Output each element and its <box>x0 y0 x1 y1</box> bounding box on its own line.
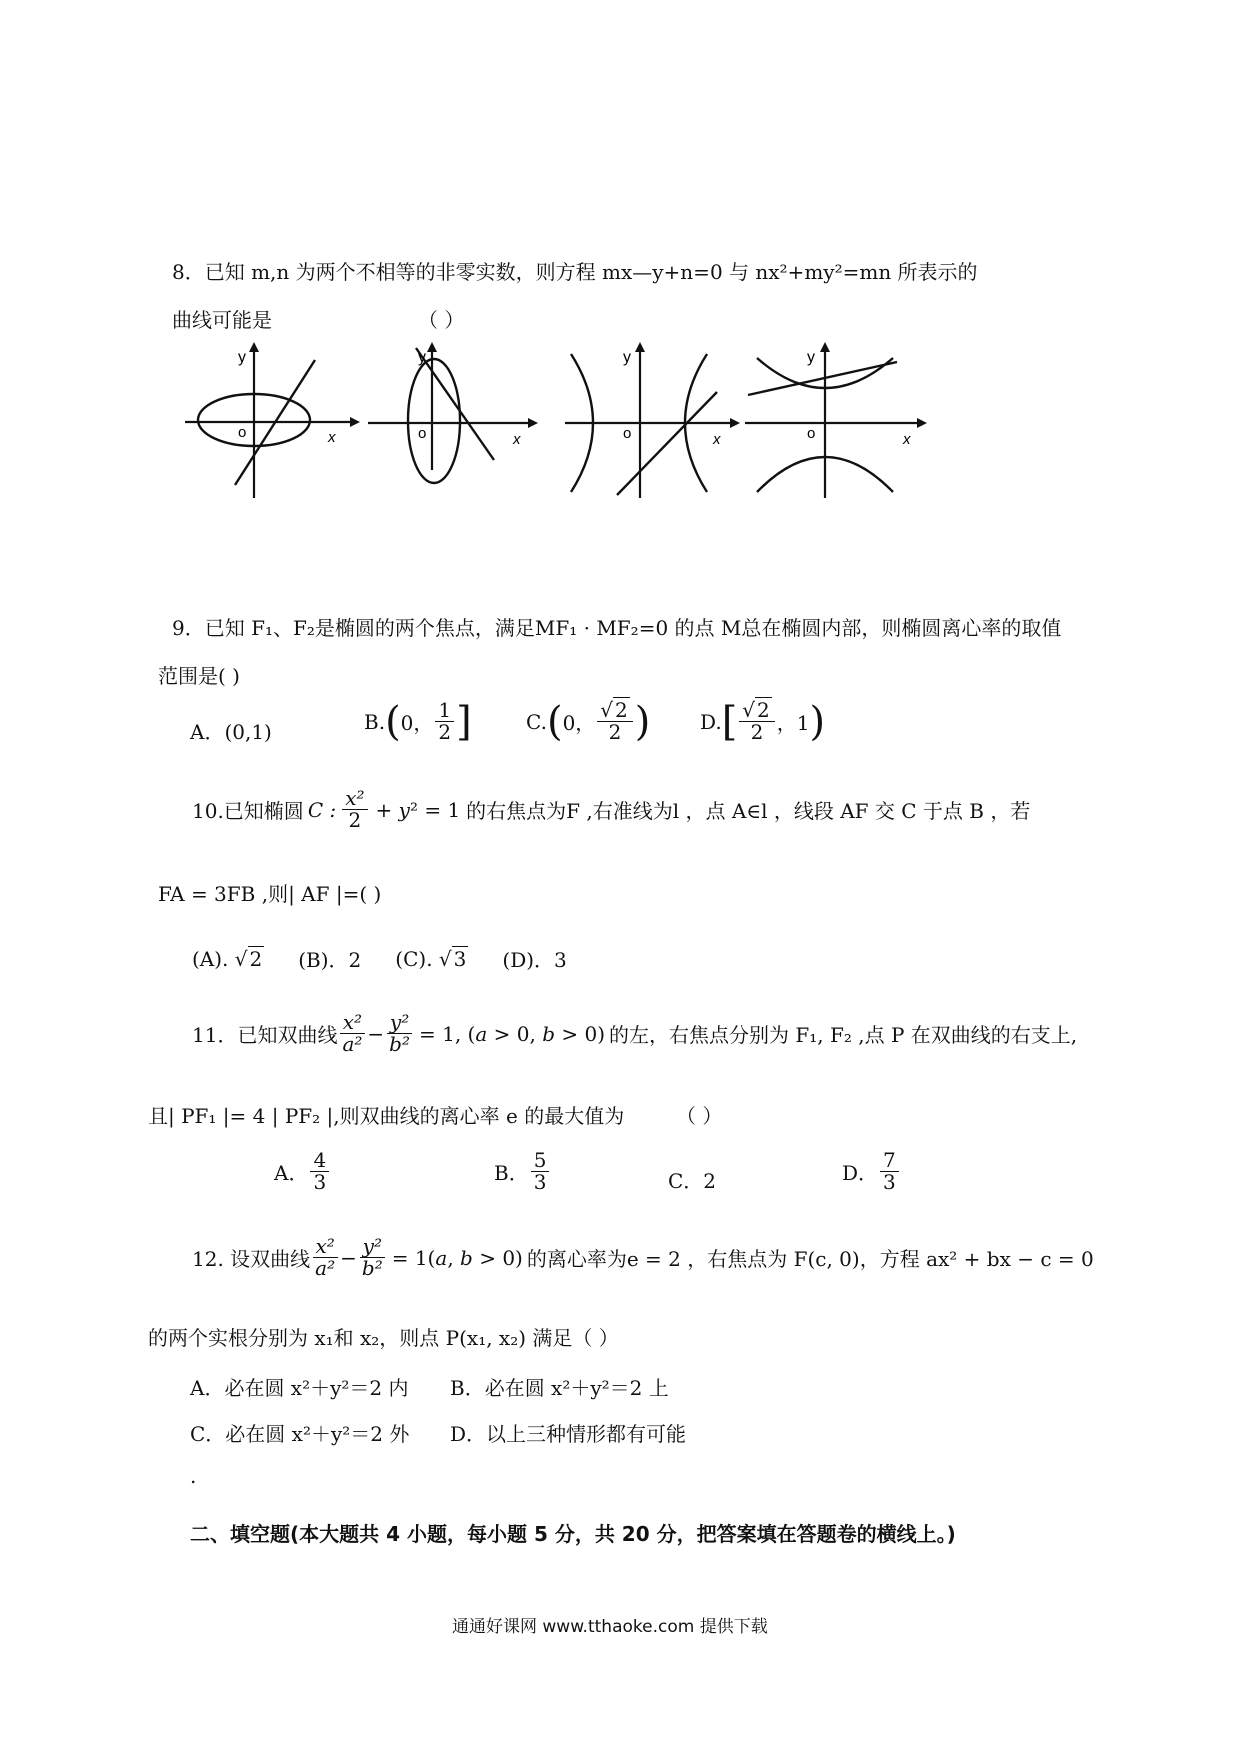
q8-text-line1: 8．已知 m,n 为两个不相等的非零实数，则方程 mx—y+n=0 与 nx²+my²=mn 所表示的 <box>172 260 978 284</box>
q10-option-b: (B)．2 <box>298 948 362 972</box>
q9-option-b: B. ( 0， $\frac{1}{2}$ ] <box>364 698 472 745</box>
q10-option-c: (C). √ 3 <box>395 946 467 971</box>
q10-line1-pre: 10.已知椭圆 <box>192 799 304 823</box>
q8-figure-a <box>180 340 365 500</box>
q8-fig-c-x-label: x <box>713 431 721 448</box>
q9-option-d-label: D. <box>700 709 722 734</box>
q12-line1-pre: 12. 设双曲线 <box>192 1247 311 1271</box>
q11-option-a: A． $\frac{4}{3}$ <box>274 1150 331 1193</box>
q12-option-b: B．必在圆 x²＋y²＝2 上 <box>450 1376 669 1400</box>
q11-line1: 11．已知双曲线 $\frac{\text{x²}}{\text{a²}}$ − $\frac{\text{y²}}{\text{b²}}$ = 1, (a > 0, b > 0) 的左，右焦点分别为 F₁, F₂ ,点 P 在双曲线的右支上, <box>192 1010 1078 1056</box>
q8-figure-c <box>565 340 750 500</box>
q10-line1-post: 的右焦点为F ,右准线为l ，点 A∈l ，线段 AF 交 C 于点 B ，若 <box>466 799 1031 823</box>
q8-fig-c-y-label: y <box>623 349 631 366</box>
q12-option-d: D．以上三种情形都有可能 <box>450 1422 687 1446</box>
q9-text-line2: 范围是( ) <box>158 664 240 688</box>
q9-option-c: C. ( 0， $\frac{√ 2}{2}$ ) <box>526 698 651 745</box>
q10-option-d: (D)．3 <box>502 948 567 972</box>
q9-option-b-label: B. <box>364 709 386 734</box>
q8-answer-paren: （ ） <box>418 308 465 332</box>
q8-fig-c-origin-label: o <box>623 425 632 442</box>
q9-option-a: A．(0,1) <box>190 720 272 744</box>
q11-text-line2: 且| PF₁ |= 4 | PF₂ |,则双曲线的离心率 e 的最大值为 <box>148 1104 625 1128</box>
q11-line1-post: 的左，右焦点分别为 F₁, F₂ ,点 P 在双曲线的右支上, <box>609 1023 1078 1047</box>
q9-option-c-label: C. <box>526 709 547 734</box>
q10-line1: 10.已知椭圆 C : $\frac{\text{x²}}{2}$ + y² = 1 的右焦点为F ,右准线为l ，点 A∈l ，线段 AF 交 C 于点 B ，若 <box>192 786 1031 832</box>
q8-fig-a-origin-label: o <box>238 424 247 441</box>
section-2-heading: 二、填空题(本大题共 4 小题，每小题 5 分，共 20 分，把答案填在答题卷的横线上。) <box>190 1522 956 1546</box>
q11-option-d: D． $\frac{7}{3}$ <box>842 1150 901 1193</box>
q8-fig-d-origin-label: o <box>807 425 816 442</box>
q8-fig-a-y-label: y <box>238 349 246 366</box>
q8-fig-b-origin-label: o <box>418 425 427 442</box>
q11-option-c: C．2 <box>668 1169 717 1193</box>
q12-option-c: C．必在圆 x²＋y²＝2 外 <box>190 1422 410 1446</box>
q8-fig-d-x-label: x <box>903 431 911 448</box>
q12-line1-post: 的离心率为e = 2 ，右焦点为 F(c, 0)，方程 ax² + bx − c = 0 <box>526 1247 1094 1271</box>
stray-dot: . <box>190 1464 197 1488</box>
q10-option-a: (A). √ 2 <box>192 946 263 971</box>
q9-option-d: D. [ $\frac{√ 2}{2}$ ，1 ) <box>700 698 826 745</box>
q8-figure-b <box>368 340 553 500</box>
q8-figure-d <box>745 340 930 500</box>
q8-fig-b-y-label: y <box>418 349 426 366</box>
q8-fig-d-y-label: y <box>807 349 815 366</box>
q9-text-line1: 9．已知 F₁、F₂是椭圆的两个焦点，满足MF₁ · MF₂=0 的点 M总在椭圆内部，则椭圆离心率的取值 <box>172 616 1062 640</box>
page-footer: 通通好课网 www.tthaoke.com 提供下载 <box>452 1617 768 1637</box>
q10-options <box>192 944 567 973</box>
q12-text-line2: 的两个实根分别为 x₁和 x₂，则点 P(x₁, x₂) 满足（ ） <box>148 1326 619 1350</box>
q12-line1: 12. 设双曲线 $\frac{\text{x²}}{\text{a²}}$ − $\frac{\text{y²}}{\text{b²}}$ = 1(a, b > 0) 的离心率为e = 2 ，右焦点为 F(c, 0)，方程 ax² + bx − c = 0 <box>192 1234 1094 1280</box>
q12-option-a: A．必在圆 x²＋y²＝2 内 <box>190 1376 409 1400</box>
q8-text-line2: 曲线可能是 <box>172 308 272 332</box>
q11-answer-paren: （ ） <box>676 1104 723 1128</box>
q8-fig-a-x-label: x <box>328 429 336 446</box>
q11-line1-pre: 11．已知双曲线 <box>192 1023 338 1047</box>
q11-option-b: B． $\frac{5}{3}$ <box>494 1150 551 1193</box>
q8-fig-b-x-label: x <box>513 431 521 448</box>
q10-text-line2: FA = 3FB ,则| AF |=( ) <box>158 882 382 906</box>
